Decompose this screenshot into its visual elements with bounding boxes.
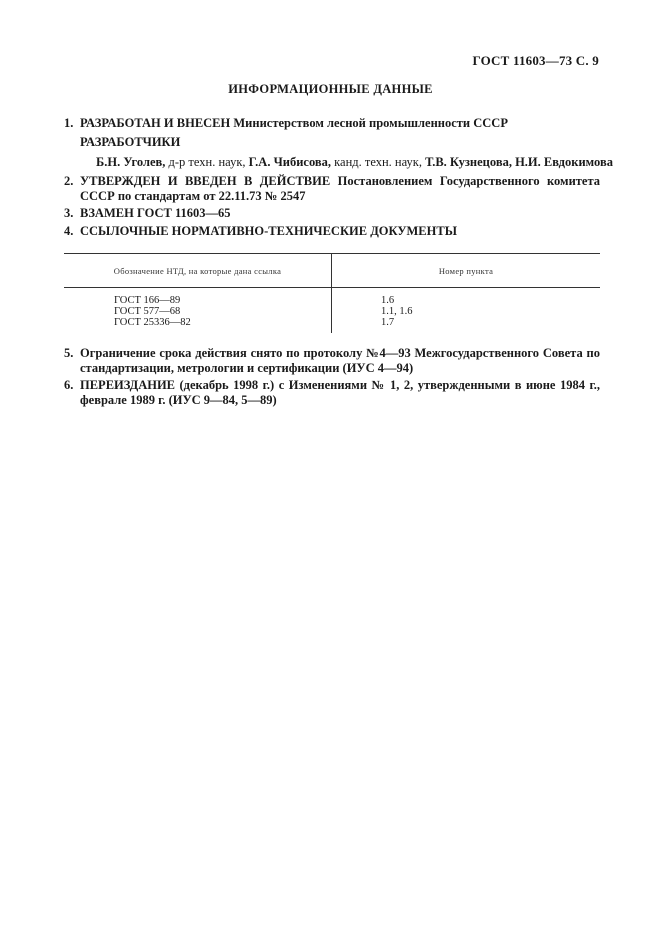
table-column-divider xyxy=(331,253,332,333)
item-number: 1. xyxy=(64,116,74,130)
info-item-5 xyxy=(64,346,600,376)
item-text: ВЗАМЕН ГОСТ 11603—65 xyxy=(80,206,231,220)
reference-table xyxy=(64,253,600,333)
table-cell-doc: ГОСТ 577—68 xyxy=(114,306,181,317)
item-bold-text: УТВЕРЖДЕН И ВВЕДЕН В ДЕЙСТВИЕ xyxy=(80,174,331,188)
author-name: Г.А. Чибисова, xyxy=(248,155,332,169)
authors-line xyxy=(96,155,613,170)
page-header: ГОСТ 11603—73 С. 9 xyxy=(472,53,599,68)
info-item-1 xyxy=(64,116,600,131)
info-item-4 xyxy=(64,224,600,239)
item-text xyxy=(64,116,600,131)
item-number: 2. xyxy=(64,174,74,188)
table-cell-clause: 1.7 xyxy=(381,317,395,328)
author-degree: д-р техн. наук, xyxy=(165,155,249,169)
table-header-clause: Номер пункта xyxy=(438,266,494,276)
table-cell-clause: 1.6 xyxy=(381,295,395,306)
item-number: 5. xyxy=(64,346,74,360)
item-text xyxy=(64,174,600,204)
item-number: 4. xyxy=(64,224,74,238)
table-header-documents: Обозначение НТД, на которые дана ссылка xyxy=(113,266,282,276)
author-name: Б.Н. Уголев, xyxy=(96,155,166,169)
item-text xyxy=(64,378,600,408)
item-number: 6. xyxy=(64,378,74,392)
item-rest-text: Постановлением Государственного комитета СССР по стандартам от 22.11.73 № 2547 xyxy=(80,174,601,203)
table-top-rule xyxy=(64,253,600,254)
info-item-3 xyxy=(64,206,600,221)
item-rest-text: (декабрь 1998 г.) с Изменениями № 1, 2, утвержденными в июне 1984 г., феврале 1989 г. (ИУС 9—84, 5—89) xyxy=(80,378,600,407)
table-cell-clause: 1.1, 1.6 xyxy=(381,306,413,317)
table-cell-doc: ГОСТ 166—89 xyxy=(114,295,181,306)
table-header-rule xyxy=(64,287,600,288)
item-bold-text: ПЕРЕИЗДАНИЕ xyxy=(80,378,176,392)
table-column-clauses xyxy=(381,295,413,328)
item-text: ССЫЛОЧНЫЕ НОРМАТИВНО-ТЕХНИЧЕСКИЕ ДОКУМЕНТЫ xyxy=(80,224,457,238)
author-degree: канд. техн. наук, xyxy=(331,155,426,169)
developers-label: РАЗРАБОТЧИКИ xyxy=(80,135,181,149)
item-text: Ограничение срока действия снято по протоколу №4—93 Межгосударственного Совета по стандартизации, метрологии и сертификации (ИУС 4—94) xyxy=(80,346,600,375)
item-rest-text: Министерством лесной промышленности СССР xyxy=(230,116,508,130)
item-bold-text: РАЗРАБОТАН И ВНЕСЕН xyxy=(80,116,231,130)
section-title: ИНФОРМАЦИОННЫЕ ДАННЫЕ xyxy=(228,82,433,96)
item-number: 3. xyxy=(64,206,74,220)
table-cell-doc: ГОСТ 25336—82 xyxy=(114,317,191,328)
info-item-2 xyxy=(64,174,600,204)
author-name: Т.В. Кузнецова, Н.И. Евдокимова xyxy=(425,155,613,169)
info-item-6 xyxy=(64,378,600,408)
table-column-documents xyxy=(114,295,191,328)
